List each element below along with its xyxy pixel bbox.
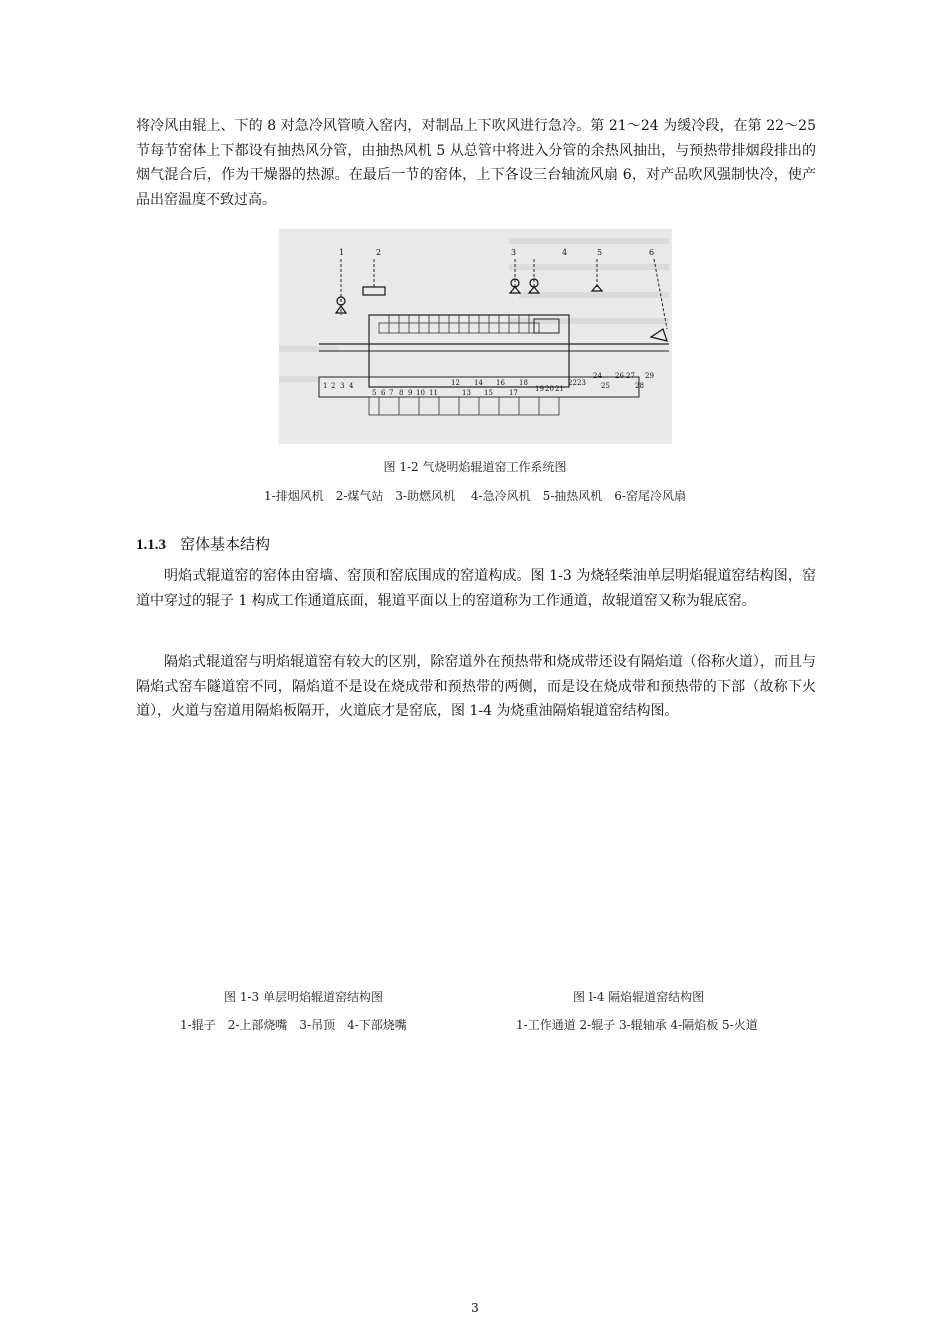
callout-2: 2 <box>376 248 382 257</box>
svg-text:23: 23 <box>577 379 586 387</box>
svg-text:15: 15 <box>484 389 493 397</box>
svg-text:4: 4 <box>349 382 354 390</box>
svg-text:10: 10 <box>416 389 425 397</box>
svg-text:26: 26 <box>615 372 624 380</box>
svg-text:2: 2 <box>331 382 336 390</box>
svg-text:21: 21 <box>555 385 564 393</box>
svg-text:13: 13 <box>462 389 471 397</box>
svg-text:7: 7 <box>389 389 394 397</box>
figure-1-3-caption: 图 1-3 单层明焰辊道窑结构图 <box>224 990 383 1004</box>
svg-text:29: 29 <box>645 372 654 380</box>
svg-text:24: 24 <box>593 372 602 380</box>
section-paragraph-1: 明焰式辊道窑的窑体由窑墙、窑顶和窑底围成的窑道构成。图 1-3 为烧轻柴油单层明焰辊道窑结构图，窑道中穿过的辊子 1 构成工作通道底面，辊道平面以上的窑道称为工作通道，故辊道窑又称为辊底窑。 <box>136 568 816 609</box>
svg-text:18: 18 <box>519 379 528 387</box>
svg-text:27: 27 <box>626 372 635 380</box>
svg-text:19: 19 <box>535 385 544 393</box>
svg-text:25: 25 <box>601 382 610 390</box>
callout-4: 4 <box>562 248 568 257</box>
svg-text:14: 14 <box>474 379 483 387</box>
section-title: 窑体基本结构 <box>180 535 271 553</box>
figure-1-3-legend: 1-辊子 2-上部烧嘴 3-吊顶 4-下部烧嘴 <box>180 1018 407 1032</box>
svg-text:1: 1 <box>323 382 328 390</box>
svg-text:6: 6 <box>381 389 386 397</box>
callout-3: 3 <box>511 248 517 257</box>
kiln-system-drawing <box>279 229 672 444</box>
kiln-system-diagram <box>279 229 672 444</box>
svg-text:8: 8 <box>399 389 404 397</box>
page-number: 3 <box>471 1301 479 1315</box>
section-numbers <box>323 372 654 397</box>
callout-1: 1 <box>339 248 345 257</box>
svg-text:11: 11 <box>429 389 438 397</box>
svg-text:17: 17 <box>509 389 518 397</box>
svg-text:20: 20 <box>545 385 554 393</box>
svg-text:28: 28 <box>635 382 644 390</box>
section-paragraph-2: 隔焰式辊道窑与明焰辊道窑有较大的区别，除窑道外在预热带和烧成带还设有隔焰道（俗称火道），而且与隔焰式窑车隧道窑不同，隔焰道不是设在烧成带和预热带的两侧，而是设在烧成带和预热带的下部（故称下火道），火道与窑道用隔焰板隔开，火道底才是窑底，图 1-4 为烧重油隔焰辊道窑结构图。 <box>136 654 816 719</box>
section-heading <box>136 533 270 554</box>
figure-1-4-legend: 1-工作通道 2-辊子 3-辊轴承 4-隔焰板 5-火道 <box>516 1018 758 1032</box>
svg-text:9: 9 <box>408 389 413 397</box>
figure-1-4-caption: 图 l-4 隔焰辊道窑结构图 <box>573 990 705 1004</box>
svg-text:3: 3 <box>340 382 345 390</box>
intro-paragraph: 将冷风由辊上、下的 8 对急冷风管喷入窑内，对制品上下吹风进行急冷。第 21～24 为缓冷段，在第 22～25 节每节窑体上下都设有抽热风分管，由抽热风机 5 从总管中将进入分管的余热风抽出，与预热带排烟段排出的烟气混合后，作为干燥器的热源。在最后一节的窑体，上下各设三台轴流风扇 6，对产品吹风强制快冷，使产品出窑温度不致过高。 <box>136 118 816 208</box>
callout-5: 5 <box>597 248 603 257</box>
svg-text:22: 22 <box>568 379 577 387</box>
svg-text:16: 16 <box>496 379 505 387</box>
section-number: 1.1.3 <box>136 537 166 553</box>
svg-text:12: 12 <box>451 379 460 387</box>
svg-text:5: 5 <box>372 389 377 397</box>
figure-1-2-caption: 图 1-2 气烧明焰辊道窑工作系统图 <box>383 460 567 474</box>
callout-6: 6 <box>649 248 655 257</box>
figure-1-2-legend: 1-排烟风机 2-煤气站 3-助燃风机 4-急冷风机 5-抽热风机 6-窑尾冷风扇 <box>264 489 686 503</box>
